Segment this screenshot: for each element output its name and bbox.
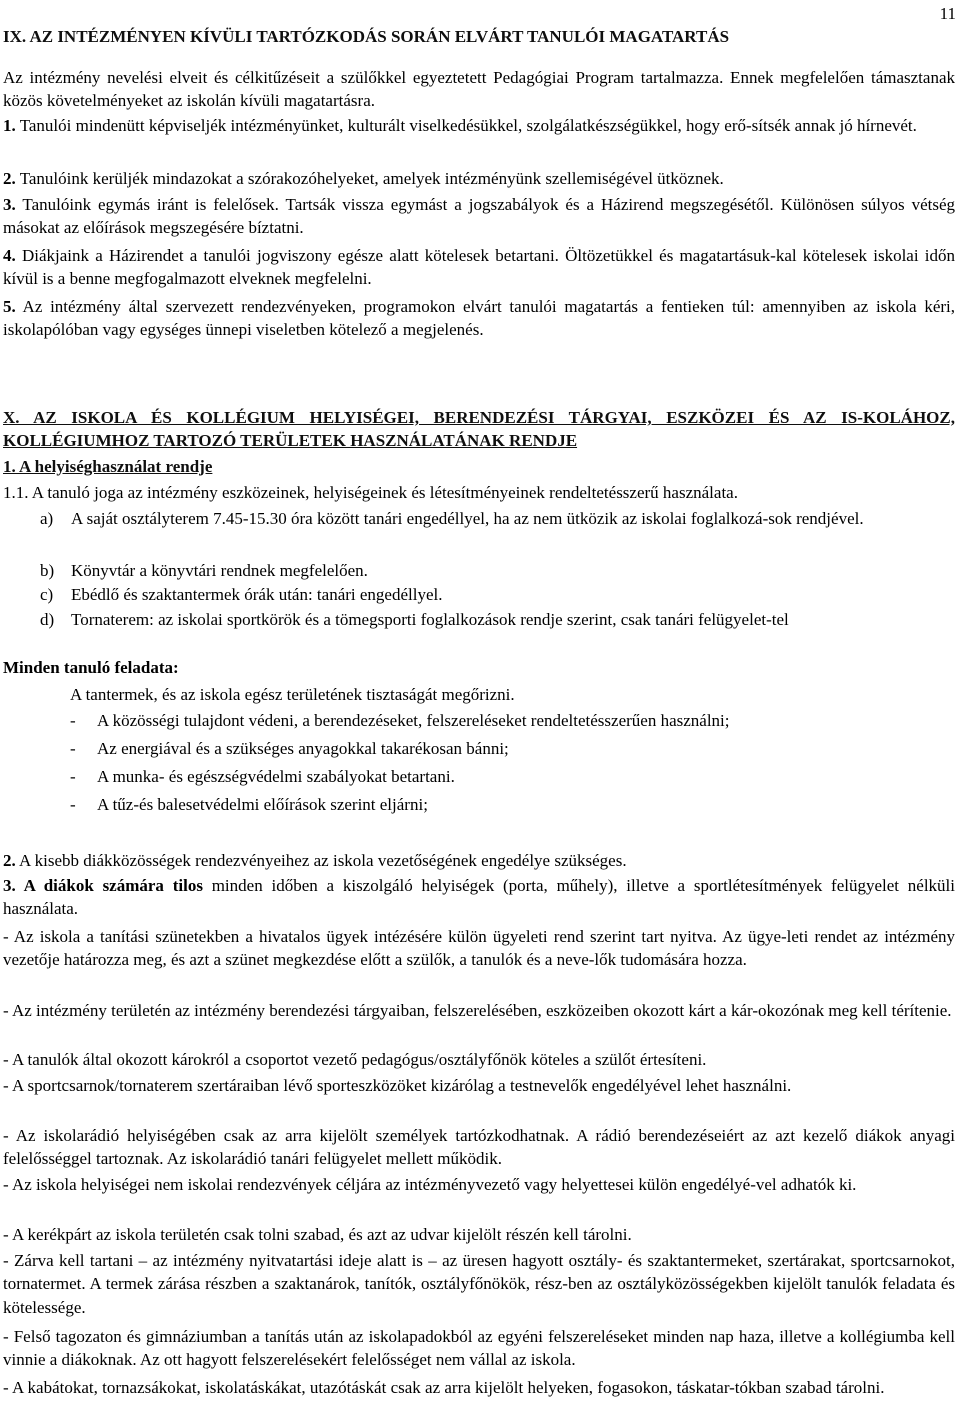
- letter-item-b: [40, 559, 955, 582]
- item-text: A kisebb diákközösségek rendezvényeihez az iskola vezetőségének engedélye szükséges.: [15, 851, 627, 870]
- item-text: minden időben a kiszolgáló helyiségek (porta, műhely), illetve a sportlétesítmények felügyelet nélküli használata.: [3, 876, 955, 919]
- rule-item: - A tanulók által okozott károkról a csoportot vezető pedagógus/osztályfőnök köteles a szülőt értesíteni.: [3, 1050, 707, 1069]
- letter-item-a: [40, 507, 955, 530]
- letter-label: a): [40, 509, 54, 528]
- item-text: Tanulói mindenütt képviseljék intézményünket, kulturált viselkedésükkel, szolgálatkészségükkel, hogy erő-sítsék annak jó hírnevét.: [15, 116, 917, 135]
- rule-item: - Az iskola a tanítási szünetekben a hivatalos ügyek intézésére külön ügyeleti rend szerint tart nyitva. Az ügye-leti rendet az intézmény vezetője határozza meg, és azt a szünet megkezdése előtt a szülők, a tanulók és a neve-lők tudomására hozza.: [3, 927, 955, 970]
- section-x-item-3: [3, 874, 955, 921]
- duty-item: - A közösségi tulajdont védeni, a berendezéseket, felszereléseket rendeltetésszerűen használni;: [70, 711, 730, 730]
- section-x-item-2: [3, 849, 955, 872]
- letter-item-c: [40, 583, 955, 606]
- section-ix-item-5: [3, 295, 955, 342]
- letter-label: d): [40, 610, 55, 629]
- rule-item: - Felső tagozaton és gimnáziumban a tanítás után az iskolapadokból az egyéni felszereléseket minden nap haza, illetve a kollégiumba kell vinnie a diákoknak. Az ott hagyott felszerelésekért felelősséget nem vállal az iskola.: [3, 1327, 955, 1370]
- section-ix-item-3: [3, 193, 955, 240]
- item-text: Diákjaink a Házirendet a tanulói jogviszony egésze alatt kötelesek betartani. Öltözetükkel és magatartásuk-kal kötelesek iskolai időn kívül is a benne megfogalmazott elveknek megfelelni.: [3, 246, 955, 289]
- letter-item-d: [40, 608, 955, 631]
- item-number: 3.: [3, 195, 16, 214]
- rule-item: - A kabátokat, tornazsákokat, iskolatáskákat, utazótáskát csak az arra kijelölt helyeken, fogasokon, táskatar-tókban szabad tárolni.: [3, 1378, 885, 1397]
- item-number: 2.: [3, 169, 16, 188]
- duty-title: Minden tanuló feladata:: [3, 658, 179, 677]
- item-number: 4.: [3, 246, 16, 265]
- duty-item: - A munka- és egészségvédelmi szabályokat betartani.: [70, 767, 455, 786]
- section-ix-intro: Az intézmény nevelési elveit és célkitűzéseit a szülőkkel egyeztetett Pedagógiai Program tartalmazza. Ennek megfelelően támasztanak közös követelményeket az iskolán kívüli magatartásra.: [3, 68, 955, 111]
- letter-label: b): [40, 561, 55, 580]
- item-number: 1.: [3, 116, 16, 135]
- section-ix-item-2: [3, 167, 955, 190]
- duty-item: - Az energiával és a szükséges anyagokkal takarékosan bánni;: [70, 739, 509, 758]
- section-ix-title: IX. AZ INTÉZMÉNYEN KÍVÜLI TARTÓZKODÁS SORÁN ELVÁRT TANULÓI MAGATARTÁS: [3, 27, 730, 46]
- duty-intro: A tantermek, és az iskola egész területének tisztaságát megőrizni.: [70, 685, 515, 704]
- duty-item: - A tűz-és balesetvédelmi előírások szerint eljárni;: [70, 795, 428, 814]
- item-number: 5.: [3, 297, 16, 316]
- item-text: Tanulóink kerüljék mindazokat a szórakozóhelyeket, amelyek intézményünk szellemiségével ütköznek.: [15, 169, 724, 188]
- rule-item: - Az iskola helyiségei nem iskolai rendezvények céljára az intézményvezető vagy helyettesei külön engedélyé-vel adhatók ki.: [3, 1175, 857, 1194]
- subsection-1-intro: 1.1. A tanuló joga az intézmény eszközeinek, helyiségeinek és létesítményeinek rendeltetésszerű használata.: [3, 483, 738, 502]
- section-ix-item-4: [3, 244, 955, 291]
- letter-text: Ebédlő és szaktantermek órák után: tanári engedéllyel.: [71, 585, 443, 604]
- rule-item: - Zárva kell tartani – az intézmény nyitvatartási ideje alatt is – az üresen hagyott osztály- és szaktantermeket, szertárakat, sportcsarnokot, tornatermet. A termek zárása részben a szaktanárok, tanítók, osztályfőnökök, rész-ben az osztályközösségekben kijelölt tanulók feladata és kötelessége.: [3, 1251, 955, 1317]
- section-ix-item-1: [3, 114, 955, 137]
- item-bold-text: A diákok számára tilos: [15, 876, 203, 895]
- rule-item: - A kerékpárt az iskola területén csak tolni szabad, és azt az udvar kijelölt részén kell tárolni.: [3, 1225, 632, 1244]
- rule-item: - Az intézmény területén az intézmény berendezési tárgyaiban, felszerelésében, eszközeiben okozott kárt a kár-okozónak meg kell térítenie.: [3, 1001, 952, 1020]
- letter-label: c): [40, 585, 54, 604]
- letter-text: Könyvtár a könyvtári rendnek megfelelően.: [71, 561, 368, 580]
- rule-item: - Az iskolarádió helyiségében csak az arra kijelölt személyek tartózkodhatnak. A rádió berendezéseiért az azt kezelő diákok anyagi felelősséggel tartoznak. Az iskolarádió tanári felügyelet mellett működik.: [3, 1126, 955, 1169]
- rule-item: - A sportcsarnok/tornaterem szertáraiban lévő sporteszközöket kizárólag a testnevelők engedélyével lehet használni.: [3, 1076, 792, 1095]
- page-number: 11: [939, 4, 956, 23]
- item-text: Tanulóink egymás iránt is felelősek. Tartsák vissza egymást a jogszabályok és a Házirend megszegésétől. Különösen súlyos vétség másokat az előírások megszegésére bíztatni.: [3, 195, 955, 238]
- subsection-1-title: 1. A helyiséghasználat rendje: [3, 457, 213, 476]
- section-x-title: X. AZ ISKOLA ÉS KOLLÉGIUM HELYISÉGEI, BERENDEZÉSI TÁRGYAI, ESZKÖZEI ÉS AZ IS-KOLÁHOZ, KOLLÉGIUMHOZ TARTOZÓ TERÜLETEK HASZNÁLATÁNAK RENDJE: [3, 408, 955, 451]
- item-number: 3.: [3, 876, 16, 895]
- item-text: Az intézmény által szervezett rendezvényeken, programokon elvárt tanulói magatartás a fentieken túl: amennyiben az iskola kéri, iskolapólóban vagy egységes ünnepi viseletben kötelező a megjelenés.: [3, 297, 955, 340]
- item-number: 2.: [3, 851, 16, 870]
- letter-text: Tornaterem: az iskolai sportkörök és a tömegsporti foglalkozások rendje szerint, csak tanári felügyelet-tel: [71, 610, 789, 629]
- letter-text: A saját osztályterem 7.45-15.30 óra között tanári engedéllyel, ha az nem ütközik az iskolai foglalkozá-sok rendjével.: [71, 509, 864, 528]
